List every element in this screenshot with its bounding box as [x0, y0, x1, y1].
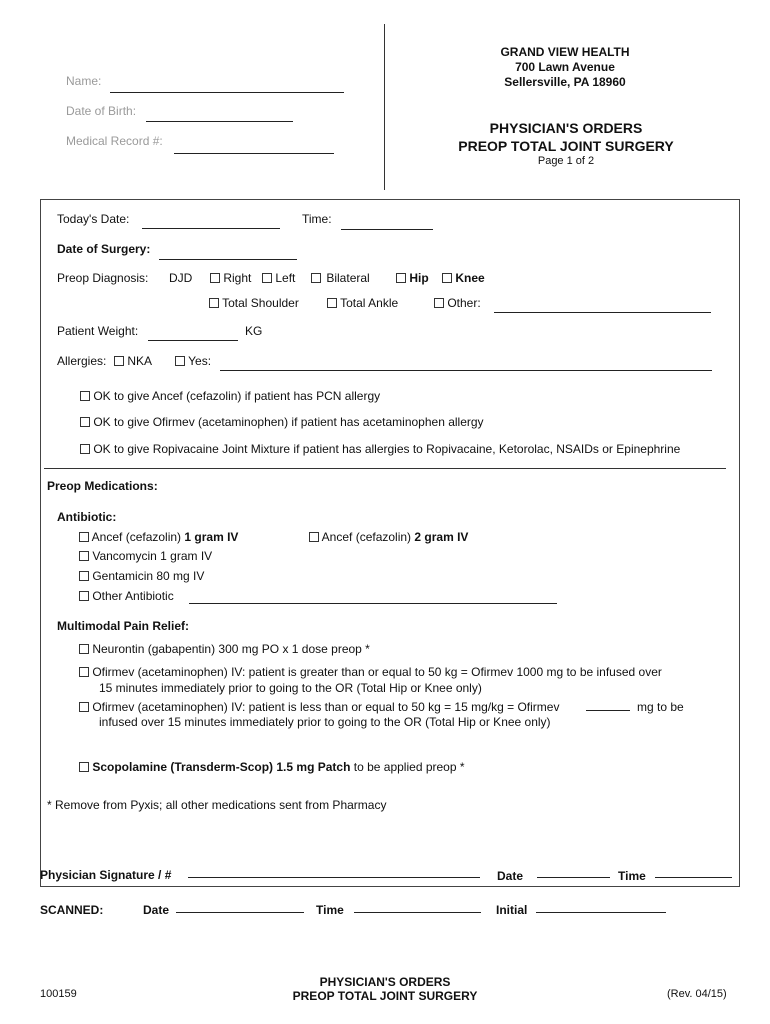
date-of-surgery-label: Date of Surgery:: [57, 242, 151, 256]
nka-label: NKA: [127, 354, 153, 368]
antibiotic-heading: Antibiotic:: [57, 510, 117, 524]
multimodal-heading: Multimodal Pain Relief:: [57, 619, 190, 633]
facility-address2: Sellersville, PA 18960: [504, 75, 626, 89]
scopolamine-checkbox[interactable]: [79, 762, 89, 772]
ancef-2g-checkbox[interactable]: [309, 532, 319, 542]
total-shoulder-checkbox[interactable]: [209, 298, 219, 308]
scanned-time-label: Time: [316, 903, 344, 917]
dob-field[interactable]: [146, 121, 293, 122]
form-title-line2: PREOP TOTAL JOINT SURGERY: [458, 138, 674, 154]
knee-checkbox[interactable]: [442, 273, 452, 283]
total-ankle-checkbox[interactable]: [327, 298, 337, 308]
allergy-option-label: OK to give Ofirmev (acetaminophen) if patient has acetaminophen allergy: [93, 415, 484, 429]
ofirmev-dose-field[interactable]: [586, 710, 630, 711]
other-antibiotic-checkbox[interactable]: [79, 591, 89, 601]
other-antibiotic-field[interactable]: [189, 603, 557, 604]
signature-date-label: Date: [497, 869, 524, 883]
scanned-initial-label: Initial: [496, 903, 528, 917]
ancef-2g-dose: 2 gram IV: [414, 530, 469, 544]
hip-checkbox[interactable]: [396, 273, 406, 283]
right-option[interactable]: [210, 271, 251, 285]
other-antibiotic-option[interactable]: [79, 589, 174, 603]
ofirmev-ge-line2: 15 minutes immediately prior to going to the OR (Total Hip or Knee only): [99, 681, 482, 695]
right-checkbox[interactable]: [210, 273, 220, 283]
scanned-initial-field[interactable]: [536, 912, 666, 913]
allergies-row: [57, 354, 106, 368]
left-option[interactable]: [262, 271, 295, 285]
djd-label: DJD: [169, 271, 193, 285]
ofirmev-lt-suffix: mg to be: [637, 700, 684, 714]
time-field[interactable]: [341, 229, 433, 230]
scanned-date-field[interactable]: [176, 912, 304, 913]
bilateral-option[interactable]: [311, 271, 370, 285]
left-checkbox[interactable]: [262, 273, 272, 283]
knee-label: Knee: [455, 271, 485, 285]
vancomycin-option[interactable]: [79, 549, 212, 563]
ancef-2g-name: Ancef (cefazolin): [321, 530, 412, 544]
scopolamine-rest: to be applied preop *: [353, 760, 465, 774]
scopolamine-option[interactable]: [79, 760, 465, 774]
allergy-option-label: OK to give Ropivacaine Joint Mixture if patient has allergies to Ropivacaine, Ketorolac, NSAIDs or Epinephrine: [93, 442, 681, 456]
other-diagnosis-option[interactable]: [434, 296, 481, 310]
other-antibiotic-label: Other Antibiotic: [92, 589, 174, 603]
other-diagnosis-checkbox[interactable]: [434, 298, 444, 308]
nka-checkbox[interactable]: [114, 356, 124, 366]
preop-medications-heading: Preop Medications:: [47, 479, 158, 493]
physician-signature-label: Physician Signature / #: [40, 868, 172, 882]
total-shoulder-option[interactable]: [209, 296, 299, 310]
knee-option[interactable]: [442, 271, 485, 285]
name-label: Name:: [66, 74, 102, 88]
form-number: 100159: [40, 988, 77, 1000]
gentamicin-label: Gentamicin 80 mg IV: [92, 569, 205, 583]
ancef-1g-name: Ancef (cefazolin): [91, 530, 182, 544]
allergies-yes-checkbox[interactable]: [175, 356, 185, 366]
footer-title-line1: PHYSICIAN'S ORDERS: [319, 975, 451, 989]
left-label: Left: [275, 271, 296, 285]
allergies-field[interactable]: [220, 370, 712, 371]
allergy-option-checkbox[interactable]: [80, 444, 90, 454]
nka-option[interactable]: [114, 354, 152, 368]
total-ankle-label: Total Ankle: [340, 296, 399, 310]
todays-date-label: Today's Date:: [57, 212, 130, 226]
ofirmev-lt-line1: Ofirmev (acetaminophen) IV: patient is less than or equal to 50 kg = 15 mg/kg = Ofirmev: [92, 700, 560, 714]
scanned-time-field[interactable]: [354, 912, 481, 913]
ofirmev-ge-line1: Ofirmev (acetaminophen) IV: patient is greater than or equal to 50 kg = Ofirmev 1000 mg to be infused over: [92, 665, 662, 679]
ancef-1g-checkbox[interactable]: [79, 532, 89, 542]
ancef-2g-option[interactable]: [309, 530, 468, 544]
dob-label: Date of Birth:: [66, 104, 137, 118]
allergy-option-label: OK to give Ancef (cefazolin) if patient has PCN allergy: [93, 389, 381, 403]
bilateral-checkbox[interactable]: [311, 273, 321, 283]
facility-name: GRAND VIEW HEALTH: [500, 45, 630, 59]
djd-label-wrap: [169, 271, 192, 285]
neurontin-label: Neurontin (gabapentin) 300 mg PO x 1 dose preop *: [92, 642, 370, 656]
facility-address1: 700 Lawn Avenue: [515, 60, 615, 74]
allergy-option-checkbox[interactable]: [80, 391, 90, 401]
total-ankle-option[interactable]: [327, 296, 398, 310]
allergy-option[interactable]: [80, 442, 680, 456]
patient-weight-field[interactable]: [148, 340, 238, 341]
vancomycin-label: Vancomycin 1 gram IV: [92, 549, 213, 563]
ofirmev-lt-line2: infused over 15 minutes immediately prior to going to the OR (Total Hip or Knee only): [99, 715, 551, 729]
hip-option[interactable]: [396, 271, 429, 285]
form-title-line1: PHYSICIAN'S ORDERS: [489, 120, 643, 136]
footer-title-line2: PREOP TOTAL JOINT SURGERY: [292, 989, 478, 1003]
time-label: Time:: [302, 212, 332, 226]
bilateral-label: Bilateral: [326, 271, 370, 285]
preop-diagnosis-label: Preop Diagnosis:: [57, 271, 149, 285]
mrn-label: Medical Record #:: [66, 134, 163, 148]
kg-label: KG: [245, 324, 263, 338]
signature-time-field[interactable]: [655, 877, 732, 878]
ofirmev-ge-checkbox[interactable]: [79, 667, 89, 677]
ancef-1g-dose: 1 gram IV: [184, 530, 239, 544]
ofirmev-ge-option[interactable]: [79, 665, 662, 679]
page-indicator: Page 1 of 2: [537, 155, 595, 167]
scanned-label: SCANNED:: [40, 903, 104, 917]
ofirmev-lt-option[interactable]: [79, 700, 559, 714]
vancomycin-checkbox[interactable]: [79, 551, 89, 561]
other-diagnosis-field[interactable]: [494, 312, 711, 313]
revision-label: (Rev. 04/15): [667, 988, 727, 1000]
name-field[interactable]: [110, 92, 344, 93]
signature-time-label: Time: [618, 869, 646, 883]
right-label: Right: [223, 271, 252, 285]
pyxis-note: * Remove from Pyxis; all other medications sent from Pharmacy: [47, 798, 387, 812]
neurontin-option[interactable]: [79, 642, 370, 656]
mrn-field[interactable]: [174, 153, 334, 154]
hip-label: Hip: [409, 271, 429, 285]
allergies-yes-label: Yes:: [188, 354, 212, 368]
allergies-yes-option[interactable]: [175, 354, 211, 368]
neurontin-checkbox[interactable]: [79, 644, 89, 654]
other-diagnosis-label: Other:: [447, 296, 481, 310]
date-of-surgery-field[interactable]: [159, 259, 297, 260]
ofirmev-lt-checkbox[interactable]: [79, 702, 89, 712]
header-divider: [384, 24, 385, 190]
allergies-label: Allergies:: [57, 354, 107, 368]
section-divider: [44, 468, 726, 469]
todays-date-field[interactable]: [142, 228, 280, 229]
physician-signature-field[interactable]: [188, 877, 480, 878]
scopolamine-bold: Scopolamine (Transderm-Scop) 1.5 mg Patch: [92, 760, 351, 774]
gentamicin-option[interactable]: [79, 569, 204, 583]
patient-weight-label: Patient Weight:: [57, 324, 139, 338]
ancef-1g-option[interactable]: [79, 530, 238, 544]
scanned-date-label: Date: [143, 903, 170, 917]
gentamicin-checkbox[interactable]: [79, 571, 89, 581]
allergy-option[interactable]: [80, 389, 380, 403]
allergy-option[interactable]: [80, 415, 484, 429]
allergy-option-checkbox[interactable]: [80, 417, 90, 427]
preop-diagnosis-row: [57, 271, 148, 285]
signature-date-field[interactable]: [537, 877, 610, 878]
total-shoulder-label: Total Shoulder: [222, 296, 299, 310]
